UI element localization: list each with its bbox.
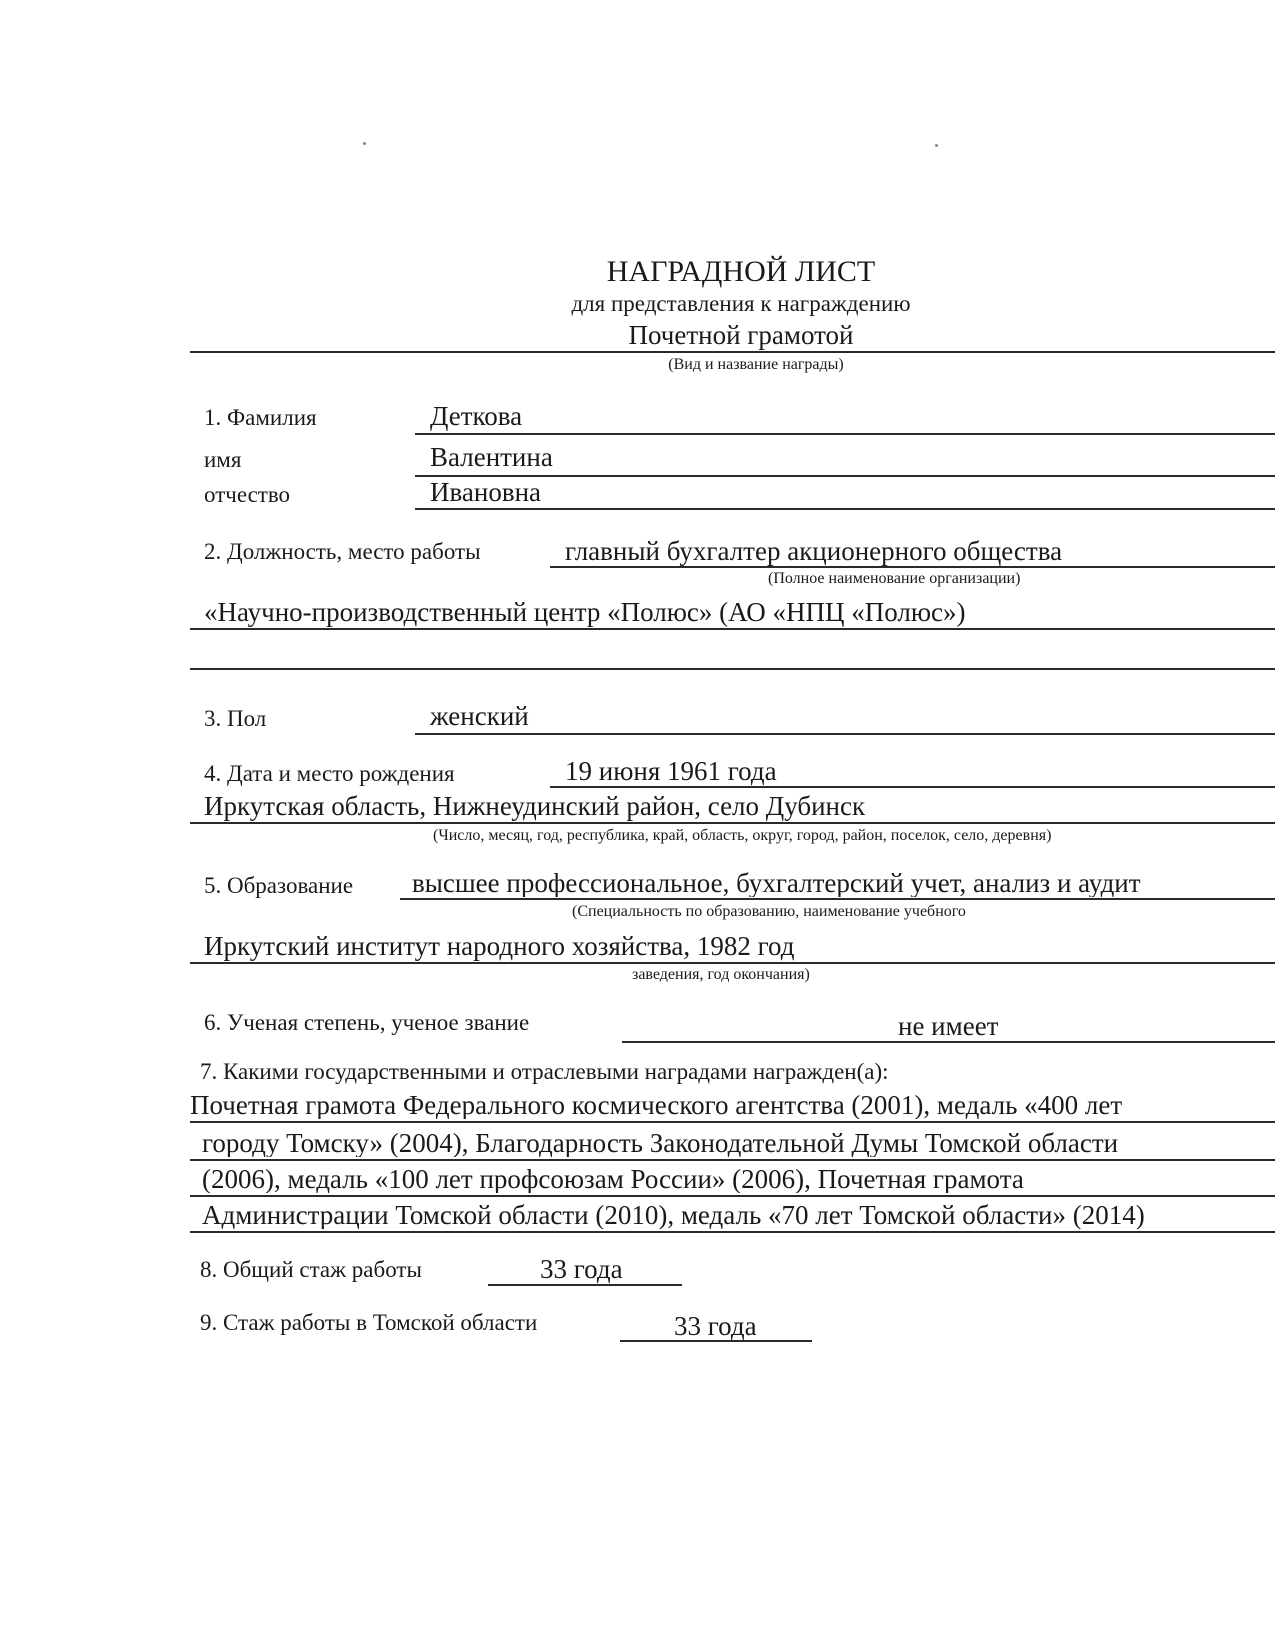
position-underline — [550, 566, 1275, 568]
degree-underline — [622, 1041, 1275, 1043]
awards-line-1: Почетная грамота Федерального космического агентства (2001), медаль «400 лет — [190, 1092, 1123, 1119]
surname-label: 1. Фамилия — [204, 405, 317, 430]
position-value: главный бухгалтер акционерного общества — [565, 536, 1063, 566]
awards-line-2: городу Томску» (2004), Благодарность Законодательной Думы Томской области — [202, 1130, 1119, 1157]
institution-underline — [190, 962, 1275, 964]
sex-underline — [415, 733, 1275, 735]
awards-underline-3 — [190, 1195, 1275, 1197]
patronymic-label: отчество — [204, 482, 291, 507]
birth-date-value: 19 июня 1961 года — [565, 756, 777, 786]
organization-underline — [190, 628, 1275, 630]
education-value: высшее профессиональное, бухгалтерский учет, анализ и аудит — [412, 870, 1141, 897]
total-exp-value: 33 года — [540, 1254, 623, 1284]
surname-value: Деткова — [430, 401, 523, 431]
awards-label: 7. Какими государственными и отраслевыми наградами награжден(а): — [200, 1059, 889, 1084]
award-underline — [190, 351, 1275, 353]
education-caption-1: (Специальность по образованию, наименование учебного — [572, 903, 966, 920]
institution-value: Иркутский институт народного хозяйства, 1982 год — [204, 931, 795, 961]
total-exp-underline — [488, 1284, 682, 1286]
tomsk-exp-label: 9. Стаж работы в Томской области — [200, 1310, 538, 1335]
form-subtitle: для представления к награждению — [571, 291, 911, 316]
birth-date-underline — [550, 786, 1275, 788]
degree-value: не имеет — [898, 1011, 999, 1041]
sex-label: 3. Пол — [204, 706, 267, 731]
awards-underline-2 — [190, 1159, 1275, 1161]
awards-underline-4 — [190, 1231, 1275, 1233]
scan-speck — [935, 144, 938, 147]
name-value: Валентина — [430, 442, 553, 472]
awards-line-4: Администрации Томской области (2010), медаль «70 лет Томской области» (2014) — [202, 1202, 1145, 1229]
total-exp-label: 8. Общий стаж работы — [200, 1257, 422, 1282]
award-caption: (Вид и название награды) — [668, 356, 844, 373]
tomsk-exp-value: 33 года — [674, 1311, 757, 1341]
position-label: 2. Должность, место работы — [204, 539, 481, 564]
tomsk-exp-underline — [620, 1340, 812, 1342]
birth-place-underline — [190, 822, 1275, 824]
organization-underline-2 — [190, 668, 1275, 670]
scan-speck — [363, 142, 366, 145]
surname-underline — [415, 433, 1275, 435]
education-label: 5. Образование — [204, 873, 354, 898]
birth-caption: (Число, месяц, год, республика, край, область, округ, город, район, поселок, село, деревня) — [433, 827, 1052, 844]
name-label: имя — [204, 447, 242, 472]
degree-label: 6. Ученая степень, ученое звание — [204, 1010, 530, 1035]
award-name: Почетной грамотой — [628, 320, 854, 350]
sex-value: женский — [430, 701, 529, 731]
org-caption: (Полное наименование организации) — [768, 570, 1021, 587]
awards-underline-1 — [190, 1121, 1275, 1123]
organization-value: «Научно-производственный центр «Полюс» (АО «НПЦ «Полюс») — [204, 597, 966, 627]
birth-place-value: Иркутская область, Нижнеудинский район, село Дубинск — [204, 791, 866, 821]
awards-line-3: (2006), медаль «100 лет профсоюзам России» (2006), Почетная грамота — [202, 1166, 1024, 1193]
education-underline — [400, 898, 1275, 900]
patronymic-value: Ивановна — [430, 477, 542, 507]
name-underline — [415, 475, 1275, 477]
education-caption-2: заведения, год окончания) — [632, 966, 810, 983]
patronymic-underline — [415, 508, 1275, 510]
form-title: НАГРАДНОЙ ЛИСТ — [606, 255, 876, 288]
birth-label: 4. Дата и место рождения — [204, 761, 455, 786]
